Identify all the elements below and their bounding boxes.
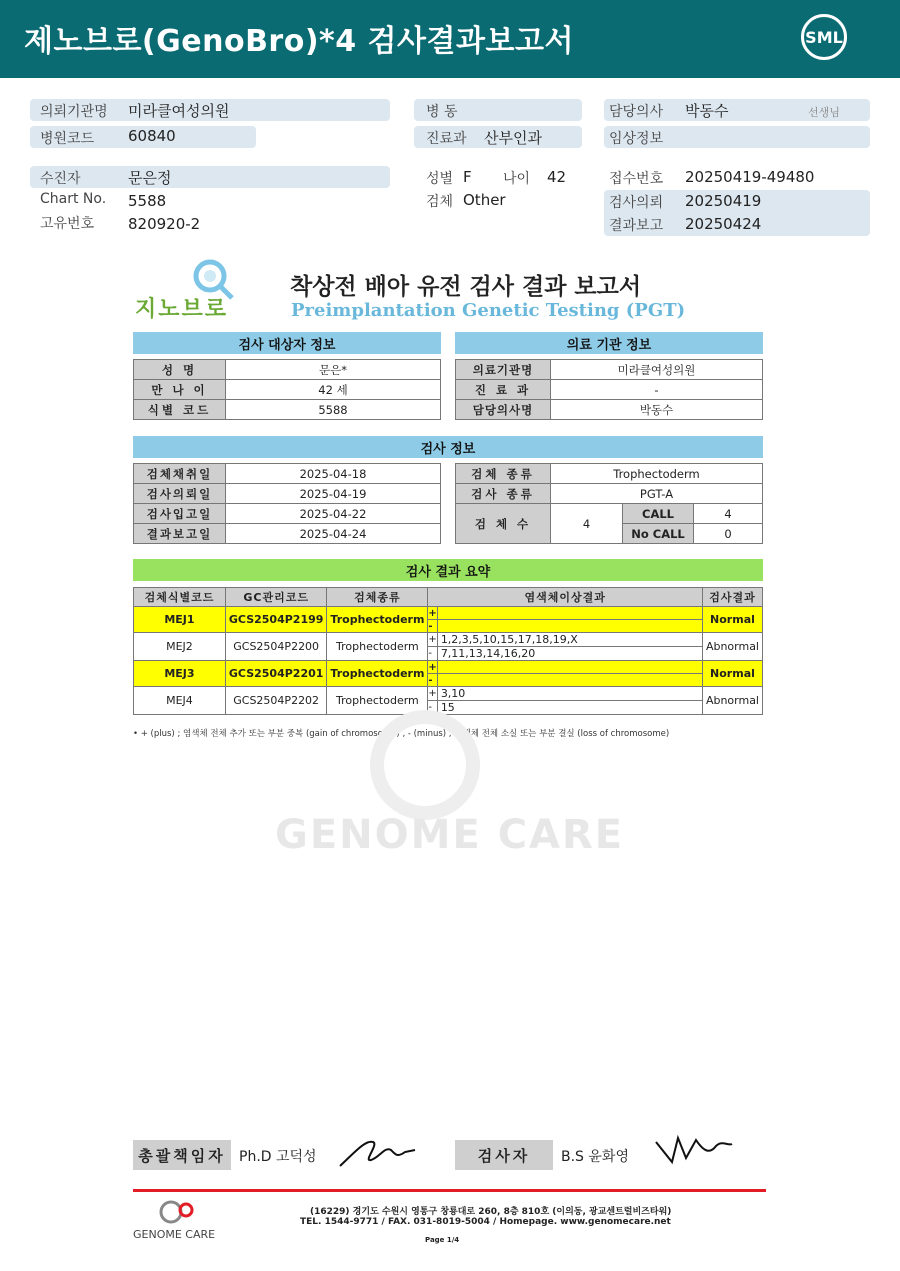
subject-name-label: 성 명 (134, 360, 226, 380)
table-row (134, 484, 441, 504)
footer-rule (133, 1189, 766, 1192)
specimen-type-value: Trophectoderm (551, 464, 763, 484)
institution-name-value: 미라클여성의원 (551, 360, 763, 380)
report-date-value: 2025-04-24 (226, 524, 441, 544)
collection-date-label: 검체채취일 (134, 464, 226, 484)
table-row (134, 687, 763, 701)
test-type-value: PGT-A (551, 484, 763, 504)
row1-plus (437, 607, 702, 620)
specimen-value: Other (463, 191, 506, 209)
specimen-label: 검체 (426, 194, 454, 210)
info-box-patient (30, 166, 390, 188)
institution-doctor-label: 담당의사명 (456, 400, 551, 420)
institution-value: 미라클여성의원 (128, 102, 230, 120)
row4-plus-sign: + (428, 688, 437, 699)
row2-gc: GCS2504P2200 (225, 633, 327, 661)
dept-label: 진료과 (426, 131, 467, 147)
ward-label: 병 동 (426, 104, 458, 120)
report-value: 20250424 (685, 215, 762, 233)
row3-type: Trophectoderm (327, 661, 428, 687)
row1-minus (437, 620, 702, 633)
tester-name: B.S 윤화영 (561, 1149, 629, 1165)
legend-note: • + (plus) ; 염색체 전체 추가 또는 부분 중복 (gain of chromosome) , - (minus) ; 염색체 전체 소실 또는 부분 결실 (loss of chromosome) (133, 729, 670, 739)
row2-minus-sign: - (428, 647, 437, 661)
table-row (456, 484, 763, 504)
doctor-label: 담당의사 (609, 104, 664, 120)
genome-care-logo-icon (158, 1199, 198, 1225)
row4-gc: GCS2504P2202 (225, 687, 327, 715)
row3-id: MEJ3 (134, 661, 226, 687)
col-specimen-id: 검체식별코드 (134, 588, 226, 607)
subject-code-label: 식별 코드 (134, 400, 226, 420)
table-row (456, 380, 763, 400)
subject-info-heading: 검사 대상자 정보 (133, 332, 441, 354)
row1-result: Normal (702, 607, 762, 633)
row2-plus: 1,2,3,5,10,15,17,18,19,X (437, 633, 702, 647)
row4-type: Trophectoderm (327, 687, 428, 715)
table-row (456, 400, 763, 420)
table-row (134, 524, 441, 544)
row3-minus-sign: - (428, 674, 437, 687)
sex-value: F (463, 168, 472, 186)
table-row (134, 633, 763, 647)
institution-info-heading: 의료 기관 정보 (455, 332, 763, 354)
table-row (134, 588, 763, 607)
table-row (134, 360, 441, 380)
row1-gc: GCS2504P2199 (225, 607, 327, 633)
col-gc-code: GC관리코드 (225, 588, 327, 607)
row4-minus-sign: - (428, 701, 437, 715)
row2-minus: 7,11,13,14,16,20 (437, 647, 702, 661)
collection-date-value: 2025-04-18 (226, 464, 441, 484)
row4-plus: 3,10 (437, 687, 702, 701)
request-date-label: 검사의뢰일 (134, 484, 226, 504)
table-row (134, 607, 763, 620)
footer-address: (16229) 경기도 수원시 영통구 창룡대로 260, 8층 810호 (이의동, 광교센트럴비즈타워) (310, 1207, 672, 1217)
call-label: CALL (623, 504, 694, 524)
subject-age-label: 만 나 이 (134, 380, 226, 400)
row3-gc: GCS2504P2201 (225, 661, 327, 687)
footer-logo-text: GENOME CARE (133, 1228, 216, 1241)
row2-result: Abnormal (702, 633, 762, 661)
receive-date-value: 2025-04-22 (226, 504, 441, 524)
row4-minus: 15 (437, 701, 702, 715)
subject-age-value: 42 세 (226, 380, 441, 400)
table-row (456, 504, 763, 524)
report-date-label: 결과보고일 (134, 524, 226, 544)
page-title: 제노브로(GenoBro)*4 검사결과보고서 (24, 24, 574, 59)
tester-signature-icon (652, 1132, 737, 1168)
row1-id: MEJ1 (134, 607, 226, 633)
sml-logo: SML (801, 14, 847, 60)
report-subtitle: Preimplantation Genetic Testing (PGT) (291, 300, 686, 321)
dept-value: 산부인과 (484, 129, 542, 147)
director-name: Ph.D 고덕성 (239, 1149, 317, 1165)
subject-info-table (133, 359, 441, 420)
receive-date-label: 검사입고일 (134, 504, 226, 524)
unique-value: 820920-2 (128, 215, 201, 233)
institution-info-table (455, 359, 763, 420)
age-label: 나이 (503, 171, 531, 187)
tester-label: 검사자 (455, 1140, 553, 1170)
specimen-count-value: 4 (551, 504, 623, 544)
request-date-value: 2025-04-19 (226, 484, 441, 504)
nocall-label: No CALL (623, 524, 694, 544)
request-value: 20250419 (685, 192, 762, 210)
subject-code-value: 5588 (226, 400, 441, 420)
row2-plus-sign: + (428, 634, 437, 645)
institution-name-label: 의료기관명 (456, 360, 551, 380)
row1-plus-sign: + (428, 607, 437, 619)
age-value: 42 (547, 168, 567, 186)
genobro-logo-text: 지노브로 (135, 297, 229, 322)
table-row (456, 464, 763, 484)
report-title: 착상전 배아 유전 검사 결과 보고서 (290, 274, 642, 300)
specimen-type-label: 검체 종류 (456, 464, 551, 484)
row2-type: Trophectoderm (327, 633, 428, 661)
summary-heading: 검사 결과 요약 (133, 559, 763, 581)
row3-result: Normal (702, 661, 762, 687)
col-chromosome-result: 염색체이상결과 (428, 588, 703, 607)
test-type-label: 검사 종류 (456, 484, 551, 504)
watermark-icon (370, 710, 480, 820)
table-row (134, 400, 441, 420)
chart-label: Chart No. (40, 191, 107, 207)
col-test-result: 검사결과 (702, 588, 762, 607)
institution-dept-value: - (551, 380, 763, 400)
table-row (134, 380, 441, 400)
director-signature-icon (335, 1132, 420, 1172)
patient-value: 문은정 (128, 169, 172, 187)
call-value: 4 (694, 504, 763, 524)
hospital-code-label: 병원코드 (40, 131, 95, 147)
table-row (134, 504, 441, 524)
nocall-value: 0 (694, 524, 763, 544)
institution-label: 의뢰기관명 (40, 104, 108, 120)
doctor-value: 박동수 (685, 102, 729, 120)
test-dates-table (133, 463, 441, 544)
test-info-heading: 검사 정보 (133, 436, 763, 458)
doctor-suffix: 선생님 (808, 106, 840, 119)
summary-table (133, 587, 763, 715)
table-row (134, 464, 441, 484)
receipt-value: 20250419-49480 (685, 168, 815, 186)
table-row (456, 360, 763, 380)
unique-label: 고유번호 (40, 216, 95, 232)
patient-label: 수진자 (40, 171, 81, 187)
chart-value: 5588 (128, 192, 167, 210)
row3-plus (437, 661, 702, 674)
col-specimen-type: 검체종류 (327, 588, 428, 607)
report-label: 결과보고 (609, 218, 664, 234)
request-label: 검사의뢰 (609, 195, 664, 211)
director-label: 총괄책임자 (133, 1140, 231, 1170)
test-detail-table (455, 463, 763, 544)
specimen-count-label: 검 체 수 (456, 504, 551, 544)
clinical-label: 임상정보 (609, 131, 664, 147)
footer-contact: TEL. 1544-9771 / FAX. 031-8019-5004 / Homepage. www.genomecare.net (300, 1217, 671, 1227)
row1-minus-sign: - (428, 620, 437, 633)
hospital-code-value: 60840 (128, 127, 176, 145)
institution-dept-label: 진 료 과 (456, 380, 551, 400)
row4-id: MEJ4 (134, 687, 226, 715)
subject-name-value: 문은* (226, 360, 441, 380)
receipt-label: 접수번호 (609, 171, 664, 187)
table-row (134, 661, 763, 674)
sex-label: 성별 (426, 171, 454, 187)
row4-result: Abnormal (702, 687, 762, 715)
page-number: Page 1/4 (425, 1236, 460, 1244)
page-header (0, 0, 900, 78)
watermark-text: GENOME CARE (275, 812, 625, 858)
row1-type: Trophectoderm (327, 607, 428, 633)
row3-minus (437, 674, 702, 687)
row2-id: MEJ2 (134, 633, 226, 661)
institution-doctor-value: 박동수 (551, 400, 763, 420)
row3-plus-sign: + (428, 661, 437, 673)
